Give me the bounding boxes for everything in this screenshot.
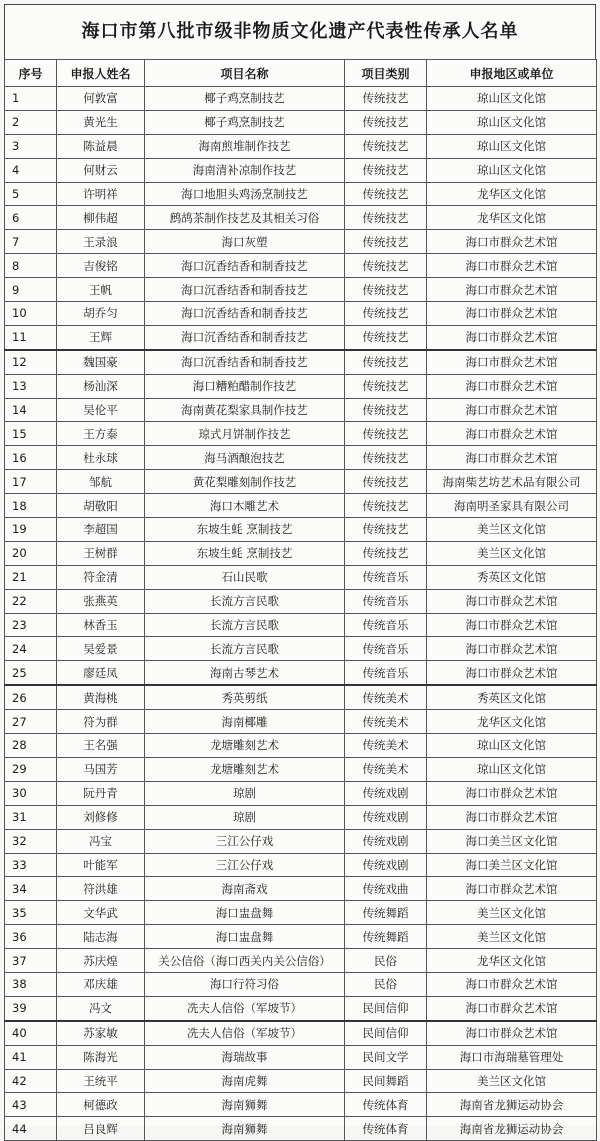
cell-category: 传统技艺 [345,110,427,134]
cell-project: 东坡生蚝 烹制技艺 [145,518,345,542]
cell-area: 美兰区文化馆 [427,1069,597,1093]
cell-project: 海口盅盘舞 [145,925,345,949]
table-row [5,182,597,206]
cell-area: 海口市群众艺术馆 [427,230,597,254]
table-row [5,925,597,949]
table-row [5,254,597,278]
cell-serial: 21 [5,565,57,589]
cell-name: 吕良辉 [57,1117,145,1141]
cell-project: 三江公仔戏 [145,829,345,853]
cell-area: 琼山区文化馆 [427,158,597,182]
cell-area: 秀英区文化馆 [427,565,597,589]
table-row [5,781,597,805]
cell-serial: 3 [5,134,57,158]
cell-project: 海口行符习俗 [145,972,345,996]
cell-category: 传统音乐 [345,565,427,589]
cell-serial: 11 [5,325,57,349]
cell-name: 杨汕深 [57,374,145,398]
cell-category: 传统戏曲 [345,877,427,901]
cell-serial: 28 [5,734,57,758]
cell-name: 冯宝 [57,829,145,853]
cell-category: 传统技艺 [345,494,427,518]
cell-name: 黄光生 [57,110,145,134]
cell-category: 传统舞蹈 [345,925,427,949]
table-row [5,302,597,326]
table-row [5,158,597,182]
cell-name: 吉俊铭 [57,254,145,278]
cell-category: 传统技艺 [345,87,427,111]
cell-area: 海口美兰区文化馆 [427,829,597,853]
cell-category: 传统技艺 [345,374,427,398]
cell-area: 海口市群众艺术馆 [427,613,597,637]
table-row [5,325,597,349]
cell-serial: 22 [5,589,57,613]
cell-serial: 14 [5,398,57,422]
cell-project: 海口沉香结香和制香技艺 [145,325,345,349]
cell-name: 吴爱景 [57,637,145,661]
cell-name: 王录浪 [57,230,145,254]
table-row [5,422,597,446]
cell-serial: 38 [5,972,57,996]
table-row [5,541,597,565]
cell-area: 龙华区文化馆 [427,182,597,206]
cell-category: 传统舞蹈 [345,901,427,925]
cell-project: 海南狮舞 [145,1117,345,1141]
cell-category: 传统美术 [345,757,427,781]
cell-serial: 30 [5,781,57,805]
cell-name: 陈益晨 [57,134,145,158]
cell-category: 传统技艺 [345,541,427,565]
cell-serial: 20 [5,541,57,565]
cell-project: 龙塘雕刻艺术 [145,757,345,781]
table-row [5,661,597,685]
cell-serial: 27 [5,710,57,734]
cell-project: 海口灰塑 [145,230,345,254]
cell-serial: 7 [5,230,57,254]
cell-name: 吴伦平 [57,398,145,422]
cell-category: 传统技艺 [345,302,427,326]
cell-area: 琼山区文化馆 [427,734,597,758]
cell-category: 传统戏剧 [345,853,427,877]
cell-area: 琼山区文化馆 [427,757,597,781]
cell-project: 三江公仔戏 [145,853,345,877]
cell-name: 刘修修 [57,805,145,829]
table-row [5,398,597,422]
cell-area: 海口市群众艺术馆 [427,996,597,1020]
cell-name: 符洪雄 [57,877,145,901]
cell-category: 传统美术 [345,685,427,709]
cell-area: 海口市群众艺术馆 [427,972,597,996]
cell-category: 传统戏剧 [345,805,427,829]
cell-project: 海口地胆头鸡汤烹制技艺 [145,182,345,206]
cell-project: 海口沉香结香和制香技艺 [145,350,345,374]
cell-name: 陈海光 [57,1045,145,1069]
table-row [5,494,597,518]
cell-area: 美兰区文化馆 [427,541,597,565]
table-header-row [5,60,597,87]
table-row [5,1045,597,1069]
table-row [5,877,597,901]
cell-project: 椰子鸡烹制技艺 [145,110,345,134]
cell-area: 海口市群众艺术馆 [427,446,597,470]
cell-serial: 44 [5,1117,57,1141]
cell-name: 李超国 [57,518,145,542]
cell-area: 海南省龙狮运动协会 [427,1117,597,1141]
cell-project: 海口木雕艺术 [145,494,345,518]
cell-area: 海口市群众艺术馆 [427,374,597,398]
cell-name: 魏国豪 [57,350,145,374]
table-row [5,637,597,661]
header-category: 项目类别 [345,60,427,87]
table-row [5,278,597,302]
cell-area: 海口市群众艺术馆 [427,398,597,422]
cell-project: 海口沉香结香和制香技艺 [145,278,345,302]
cell-serial: 9 [5,278,57,302]
document-sheet [4,4,596,1136]
cell-serial: 23 [5,613,57,637]
cell-serial: 18 [5,494,57,518]
cell-category: 传统技艺 [345,398,427,422]
cell-serial: 15 [5,422,57,446]
cell-category: 民间舞蹈 [345,1069,427,1093]
header-project: 项目名称 [145,60,345,87]
cell-area: 海口市群众艺术馆 [427,805,597,829]
cell-name: 王名强 [57,734,145,758]
cell-project: 黄花梨雕刻制作技艺 [145,470,345,494]
cell-project: 椰子鸡烹制技艺 [145,87,345,111]
table-row [5,685,597,709]
cell-serial: 32 [5,829,57,853]
header-serial: 序号 [5,60,57,87]
cell-project: 长流方言民歌 [145,589,345,613]
cell-name: 阮丹青 [57,781,145,805]
cell-category: 传统体育 [345,1117,427,1141]
cell-project: 东坡生蚝 烹制技艺 [145,541,345,565]
cell-serial: 6 [5,206,57,230]
cell-category: 民间信仰 [345,1021,427,1045]
cell-serial: 2 [5,110,57,134]
cell-serial: 8 [5,254,57,278]
cell-serial: 1 [5,87,57,111]
table-row [5,589,597,613]
cell-area: 海口市群众艺术馆 [427,350,597,374]
cell-serial: 36 [5,925,57,949]
cell-category: 传统技艺 [345,182,427,206]
cell-serial: 5 [5,182,57,206]
cell-area: 美兰区文化馆 [427,901,597,925]
cell-serial: 4 [5,158,57,182]
table-row [5,1069,597,1093]
cell-project: 冼夫人信俗（军坡节） [145,1021,345,1045]
cell-category: 传统技艺 [345,350,427,374]
cell-serial: 41 [5,1045,57,1069]
cell-project: 长流方言民歌 [145,637,345,661]
table-row [5,949,597,973]
cell-name: 杜永球 [57,446,145,470]
table-row [5,1093,597,1117]
cell-name: 柳伟超 [57,206,145,230]
cell-serial: 13 [5,374,57,398]
cell-serial: 33 [5,853,57,877]
cell-category: 民间信仰 [345,996,427,1020]
cell-serial: 42 [5,1069,57,1093]
cell-area: 海南省龙狮运动协会 [427,1093,597,1117]
cell-area: 海口美兰区文化馆 [427,853,597,877]
cell-category: 传统体育 [345,1093,427,1117]
cell-serial: 26 [5,685,57,709]
table-row [5,230,597,254]
cell-category: 传统音乐 [345,637,427,661]
cell-project: 海南煎堆制作技艺 [145,134,345,158]
cell-project: 海南古琴艺术 [145,661,345,685]
cell-name: 邹航 [57,470,145,494]
cell-project: 海南斋戏 [145,877,345,901]
cell-project: 海口盅盘舞 [145,901,345,925]
cell-category: 传统戏剧 [345,781,427,805]
cell-project: 琼剧 [145,805,345,829]
cell-serial: 25 [5,661,57,685]
cell-area: 海南明圣家具有限公司 [427,494,597,518]
cell-project: 琼剧 [145,781,345,805]
table-row [5,757,597,781]
cell-name: 胡敬阳 [57,494,145,518]
cell-serial: 37 [5,949,57,973]
cell-project: 海马酒酿泡技艺 [145,446,345,470]
cell-project: 关公信俗（海口西关内关公信俗） [145,949,345,973]
table-row [5,972,597,996]
cell-area: 龙华区文化馆 [427,949,597,973]
cell-name: 苏庆煌 [57,949,145,973]
cell-project: 石山民歌 [145,565,345,589]
document-title: 海口市第八批市级非物质文化遗产代表性传承人名单 [4,4,596,59]
cell-category: 传统技艺 [345,230,427,254]
cell-project: 海南狮舞 [145,1093,345,1117]
cell-project: 冼夫人信俗（军坡节） [145,996,345,1020]
cell-name: 林香玉 [57,613,145,637]
table-row [5,518,597,542]
cell-category: 民俗 [345,949,427,973]
table-row [5,613,597,637]
cell-serial: 12 [5,350,57,374]
table-row [5,853,597,877]
cell-name: 王辉 [57,325,145,349]
cell-serial: 40 [5,1021,57,1045]
cell-category: 传统技艺 [345,158,427,182]
cell-category: 传统音乐 [345,589,427,613]
table-row [5,374,597,398]
header-name: 申报人姓名 [57,60,145,87]
cell-category: 传统美术 [345,710,427,734]
cell-name: 叶能军 [57,853,145,877]
cell-name: 陆志海 [57,925,145,949]
cell-name: 王方泰 [57,422,145,446]
cell-area: 海口市群众艺术馆 [427,637,597,661]
cell-name: 符金清 [57,565,145,589]
table-row [5,1021,597,1045]
cell-area: 美兰区文化馆 [427,518,597,542]
cell-serial: 31 [5,805,57,829]
table-row [5,1117,597,1141]
cell-name: 苏家敏 [57,1021,145,1045]
cell-name: 张燕英 [57,589,145,613]
cell-name: 胡乔匀 [57,302,145,326]
cell-category: 传统技艺 [345,278,427,302]
table-row [5,350,597,374]
cell-name: 许明祥 [57,182,145,206]
cell-serial: 34 [5,877,57,901]
cell-area: 美兰区文化馆 [427,925,597,949]
cell-project: 鹧鸪茶制作技艺及其相关习俗 [145,206,345,230]
table-row [5,996,597,1020]
cell-name: 黄海桃 [57,685,145,709]
cell-name: 何财云 [57,158,145,182]
cell-area: 海口市群众艺术馆 [427,781,597,805]
cell-project: 海口沉香结香和制香技艺 [145,254,345,278]
cell-serial: 24 [5,637,57,661]
cell-name: 王帆 [57,278,145,302]
heritage-table [4,59,597,1141]
cell-project: 海瑞故事 [145,1045,345,1069]
table-row [5,470,597,494]
cell-category: 传统美术 [345,734,427,758]
cell-area: 琼山区文化馆 [427,134,597,158]
cell-serial: 10 [5,302,57,326]
cell-area: 海口市群众艺术馆 [427,877,597,901]
cell-name: 符为群 [57,710,145,734]
table-row [5,87,597,111]
cell-area: 海口市群众艺术馆 [427,278,597,302]
table-row [5,734,597,758]
cell-category: 传统技艺 [345,518,427,542]
cell-project: 海口沉香结香和制香技艺 [145,302,345,326]
cell-project: 海南椰雕 [145,710,345,734]
cell-category: 民间文学 [345,1045,427,1069]
table-row [5,134,597,158]
cell-category: 传统音乐 [345,661,427,685]
table-row [5,829,597,853]
cell-serial: 35 [5,901,57,925]
cell-name: 马国芳 [57,757,145,781]
cell-project: 长流方言民歌 [145,613,345,637]
cell-serial: 29 [5,757,57,781]
cell-project: 龙塘雕刻艺术 [145,734,345,758]
table-row [5,446,597,470]
table-row [5,110,597,134]
cell-category: 传统技艺 [345,446,427,470]
cell-serial: 43 [5,1093,57,1117]
cell-area: 海口市群众艺术馆 [427,589,597,613]
cell-name: 冯文 [57,996,145,1020]
cell-name: 王统平 [57,1069,145,1093]
table-row [5,206,597,230]
cell-serial: 39 [5,996,57,1020]
cell-area: 琼山区文化馆 [427,87,597,111]
table-row [5,901,597,925]
cell-category: 传统音乐 [345,613,427,637]
header-area: 申报地区或单位 [427,60,597,87]
cell-area: 龙华区文化馆 [427,206,597,230]
cell-area: 海口市群众艺术馆 [427,422,597,446]
cell-name: 何敦富 [57,87,145,111]
cell-name: 文华武 [57,901,145,925]
cell-area: 海南柴艺坊艺术品有限公司 [427,470,597,494]
cell-area: 海口市海瑞墓管理处 [427,1045,597,1069]
cell-area: 海口市群众艺术馆 [427,1021,597,1045]
cell-area: 秀英区文化馆 [427,685,597,709]
cell-area: 海口市群众艺术馆 [427,302,597,326]
table-row [5,710,597,734]
cell-area: 海口市群众艺术馆 [427,661,597,685]
cell-name: 廖廷凤 [57,661,145,685]
cell-category: 传统技艺 [345,325,427,349]
cell-name: 王树群 [57,541,145,565]
cell-name: 邓庆雄 [57,972,145,996]
cell-category: 传统技艺 [345,206,427,230]
cell-serial: 19 [5,518,57,542]
cell-serial: 17 [5,470,57,494]
cell-category: 传统技艺 [345,422,427,446]
cell-area: 龙华区文化馆 [427,710,597,734]
cell-category: 传统技艺 [345,254,427,278]
table-row [5,565,597,589]
cell-project: 秀英剪纸 [145,685,345,709]
cell-category: 民俗 [345,972,427,996]
cell-serial: 16 [5,446,57,470]
cell-category: 传统戏剧 [345,829,427,853]
cell-project: 琼式月饼制作技艺 [145,422,345,446]
cell-project: 海口糟粕醋制作技艺 [145,374,345,398]
cell-project: 海南虎舞 [145,1069,345,1093]
table-body [5,87,597,1141]
cell-name: 柯德政 [57,1093,145,1117]
cell-area: 海口市群众艺术馆 [427,254,597,278]
cell-category: 传统技艺 [345,134,427,158]
cell-project: 海南黄花梨家具制作技艺 [145,398,345,422]
cell-project: 海南清补凉制作技艺 [145,158,345,182]
cell-area: 海口市群众艺术馆 [427,325,597,349]
table-row [5,805,597,829]
cell-area: 琼山区文化馆 [427,110,597,134]
cell-category: 传统技艺 [345,470,427,494]
